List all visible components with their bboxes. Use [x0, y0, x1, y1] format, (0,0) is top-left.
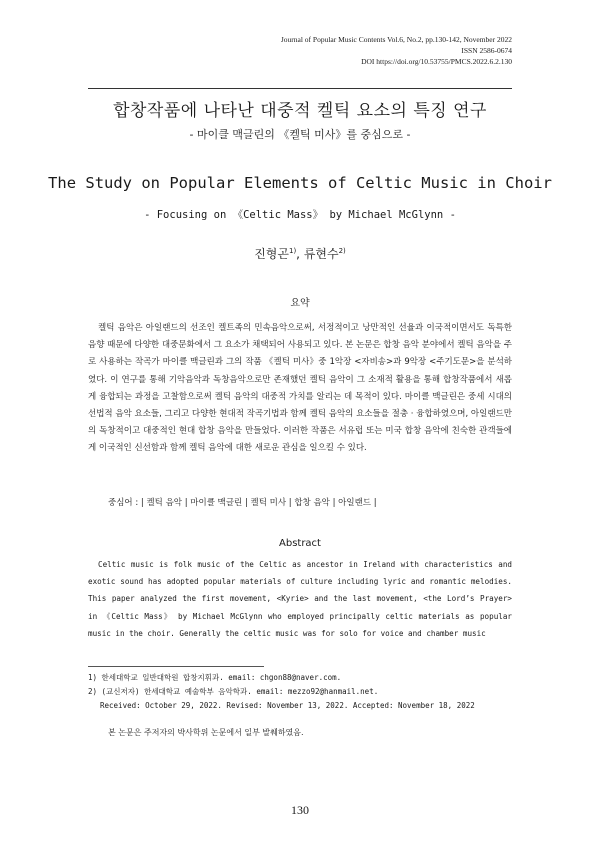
korean-abstract-heading: 요약 [290, 298, 310, 309]
header-divider [88, 88, 512, 89]
footnote-2: 2) (교신저자) 한세대학교 예술학부 음악학과. email: mezzo92@hanmail.net. [88, 687, 379, 696]
footnotes [88, 671, 475, 713]
author-1-footnote-mark: 1) [288, 247, 297, 255]
issn: ISSN 2586-0674 [461, 46, 512, 55]
korean-abstract-text: 켈틱 음악은 아일랜드의 선조인 켈트족의 민속음악으로써, 서정적이고 낭만적인 선율과 이국적이면서도 독특한 음향 때문에 다양한 대중문화에서 그 요소가 채택되어 사용되고 있다. 본 논문은 합창 음악 분야에서 켈틱 음악을 주로 사용하는 작곡가 마이클 맥글린과 그의 작품 《켈틱 미사》중 1악장 <자비송>과 9악장 <주기도문>을 분석하였다. 이 연구를 통해 기악음악과 독창음악으로만 존재했던 켈틱 음악이 그 소재적 활용을 통해 합창작품에서 새롭게 융합되는 과정을 고찰함으로써 켈틱 음악의 대중적 가치를 알리는 데 목적이 있다. 마이클 맥글린은 중세 시대의 선법적 음악 요소들, 그리고 다양한 현대적 작곡기법과 함께 켈틱 음악의 요소들을 절충 · 융합하였으며, 아일랜드만의 독창적이고 대중적인 현대 합창 음악을 만들었다. 이러한 작품은 서유럽 또는 미국 합창 음악에 친숙한 관객들에게 이국적인 신선함과 함께 켈틱 음악에 대한 새로운 관심을 일으킬 수 있다. [88, 323, 512, 454]
doi: DOI https://doi.org/10.53755/PMCS.2022.6.2.130 [361, 57, 512, 66]
author-2: 류현수 [303, 247, 339, 261]
english-title: The Study on Popular Elements of Celtic Music in Choir [48, 174, 552, 192]
english-abstract-heading: Abstract [279, 538, 321, 549]
journal-header [281, 34, 512, 67]
author-1: 진형곤 [254, 247, 289, 261]
thesis-note: 본 논문은 주저자의 박사학위 논문에서 일부 발췌하였음. [108, 728, 304, 737]
author-line [0, 245, 600, 262]
english-abstract-text: Celtic music is folk music of the Celtic as ancestor in Ireland with characteristics and exotic sound has adopted popular materials of culture including lyric and romantic melodies. This paper analyzed the first movement, <Kyrie> and the last movement, <the Lord’s Prayer> in 《Celtic Mass》 by Michael McGlynn who employed principally celtic materials as popular music in the choir. Generally the celtic music was for solo for voice and chamber music [88, 560, 512, 638]
keywords: 중심어 : | 켈틱 음악 | 마이클 맥글린 | 켈틱 미사 | 합창 음악 | 아일랜드 | [108, 498, 377, 508]
journal-citation: Journal of Popular Music Contents Vol.6, No.2, pp.130-142, November 2022 [280, 35, 512, 44]
korean-title: 합창작품에 나타난 대중적 켈틱 요소의 특징 연구 [113, 101, 487, 121]
author-2-footnote-mark: 2) [338, 247, 346, 255]
submission-dates: Received: October 29, 2022. Revised: November 13, 2022. Accepted: November 18, 2022 [100, 701, 475, 710]
page-number: 130 [291, 803, 309, 817]
english-subtitle: - Focusing on 《Celtic Mass》 by Michael McGlynn - [144, 209, 456, 221]
korean-subtitle: - 마이클 맥글린의 《켈틱 미사》를 중심으로 - [189, 128, 411, 141]
english-abstract [88, 556, 512, 642]
author-separator: , [296, 247, 304, 261]
footnote-1: 1) 한세대학교 일반대학원 합창지휘과. email: chgon88@naver.com. [88, 673, 342, 682]
footnote-divider [88, 666, 264, 667]
korean-abstract [88, 320, 512, 458]
